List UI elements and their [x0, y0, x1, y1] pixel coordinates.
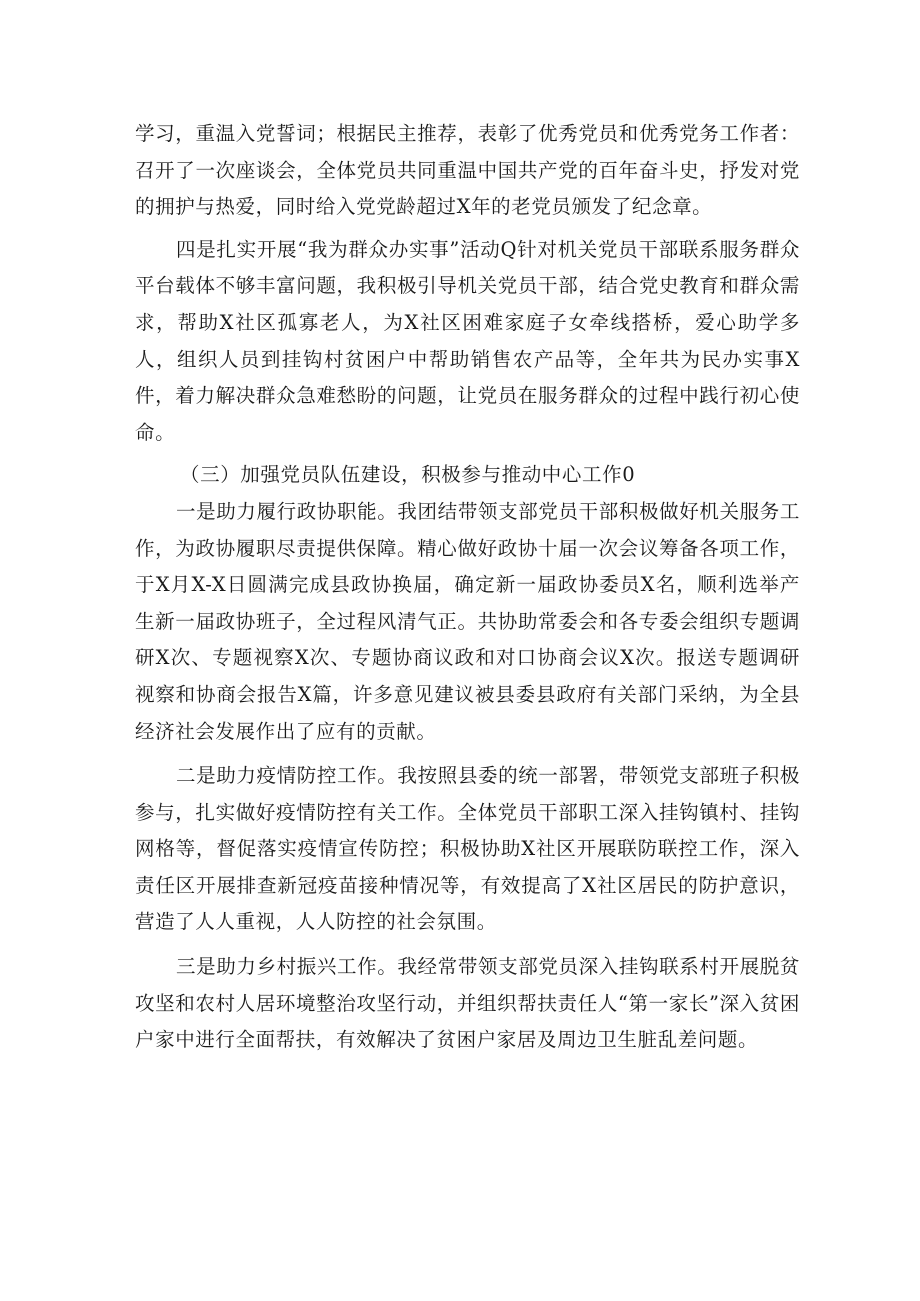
section-heading-three: （三）加强党员队伍建设，积极参与推动中心工作0 [180, 463, 636, 487]
paragraph-item-four: 四是扎实开展“我为群众办实事”活动Q针对机关党员干部联系服务群众平台载体不够丰富问题，我积极引导机关党员干部，结合党史教育和群众需求，帮助X社区孤寡老人，为X社区困难家庭子女牵线搭桥，爱心助学多人，组织人员到挂钩村贫困户中帮助销售农产品等，全年共为民办实事X件，着力解决群众急难愁盼的问题，让党员在服务群众的过程中践行初心使命。 [135, 237, 800, 444]
paragraph-continuation: 学习，重温入党誓词；根据民主推荐，表彰了优秀党员和优秀党务工作者：召开了一次座谈会，全体党员共同重温中国共产党的百年奋斗史，抒发对党的拥护与热爱，同时给入党党龄超过X年的老党员颁发了纪念章。 [135, 122, 800, 219]
paragraph-item-one: 一是助力履行政协职能。我团结带领支部党员干部积极做好机关服务工作，为政协履职尽责提供保障。精心做好政协十届一次会议筹备各项工作，于X月X-X日圆满完成县政协换届，确定新一届政协委员X名，顺利选举产生新一届政协班子，全过程风清气正。共协助常委会和各专委会组织专题调研X次、专题视察X次、专题协商议政和对口协商会议X次。报送专题调研视察和协商会报告X篇，许多意见建议被县委县政府有关部门采纳，为全县经济社会发展作出了应有的贡献。 [135, 499, 800, 743]
paragraph-item-two: 二是助力疫情防控工作。我按照县委的统一部署，带领党支部班子积极参与，扎实做好疫情防控有关工作。全体党员干部职工深入挂钩镇村、挂钩网格等，督促落实疫情宣传防控；积极协助X社区开展联防联控工作，深入责任区开展排查新冠疫苗接种情况等，有效提高了X社区居民的防护意识，营造了人人重视，人人防控的社会氛围。 [135, 764, 800, 934]
document-body [135, 116, 800, 1059]
paragraph-item-three: 三是助力乡村振兴工作。我经常带领支部党员深入挂钩联系村开展脱贫攻坚和农村人居环境整治攻坚行动，并组织帮扶责任人“第一家长”深入贫困户家中进行全面帮扶，有效解决了贫困户家居及周边卫生脏乱差问题。 [135, 955, 800, 1052]
